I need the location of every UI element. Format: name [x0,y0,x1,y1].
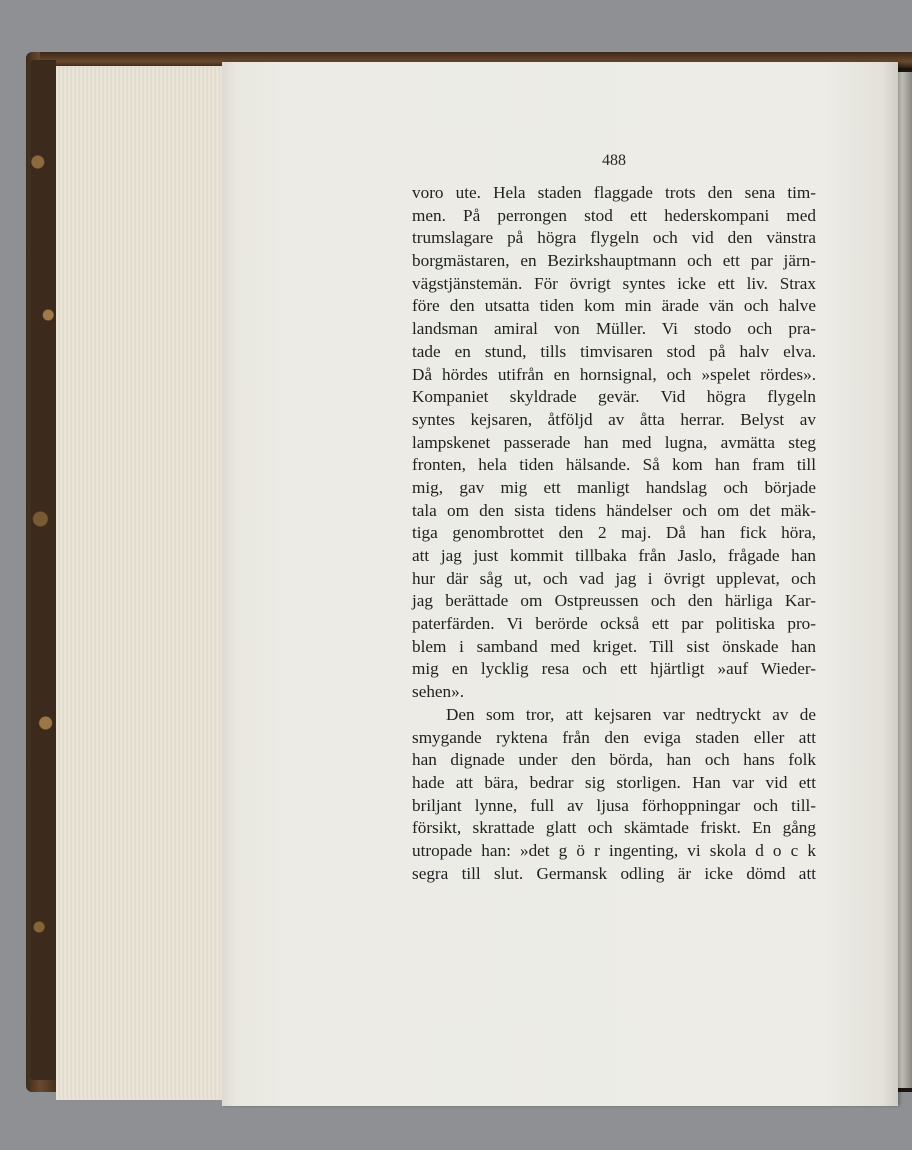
text-line: före den utsatta tiden kom min ärade vän och halve [412,296,816,316]
marbled-cover-spine [30,60,56,1080]
text-line: Den som tror, att kejsaren var nedtryckt av de [446,704,816,724]
text-line: Kompaniet skyldrade gevär. Vid högra flygeln [412,387,816,407]
page-edges [56,66,233,1100]
text-line: segra till slut. Germansk odling är icke dömd att [412,863,816,883]
book-page [222,62,898,1106]
text-line: tala om den sista tidens händelser och om det mäk- [412,500,816,520]
text-line: att jag just kommit tillbaka från Jaslo, frågade han [412,546,816,565]
page-number: 488 [602,152,626,169]
text-line: tiga genombrottet den 2 maj. Då han fick höra, [412,523,816,543]
text-line: hur där såg ut, och vad jag i övrigt upplevat, och [412,568,816,588]
text-line: trumslagare på högra flygeln och vid den vänstra [412,228,816,248]
text-line: paterfärden. Vi berörde också ett par politiska pro- [412,614,816,634]
text-line: sehen». [412,682,465,702]
text-line: Då hördes utifrån en hornsignal, och »spelet rördes». [412,364,816,384]
text-line: vägstjänstemän. För övrigt syntes icke ett liv. Strax [412,273,816,293]
text-line: borgmästaren, en Bezirkshauptmann och ett par järn- [412,251,816,271]
text-line: briljant lynne, full av ljusa förhoppningar och till- [412,795,816,815]
text-line: syntes kejsaren, åtföljd av åtta herrar. Belyst av [412,409,816,429]
text-line: lampskenet passerade han med lugna, avmätta steg [412,432,816,452]
text-line: tade en stund, tills timvisaren stod på halv elva. [412,341,816,361]
body-text [412,182,816,885]
text-line: smygande ryktena från den eviga staden eller att [412,727,816,747]
text-line: voro ute. Hela staden flaggade trots den sena tim- [412,183,816,202]
text-line: blem i samband med kriget. Till sist önskade han [412,636,816,656]
text-line: han dignade under den börda, han och hans folk [412,750,816,770]
text-line: mig, gav mig ett manligt handslag och började [412,477,816,497]
text-line: mig en lycklig resa och ett hjärtligt »auf Wieder- [412,659,816,679]
text-line: försikt, skrattade glatt och skämtade friskt. En gång [412,818,816,838]
text-line: men. På perrongen stod ett hederskompani med [412,205,816,225]
text-line: jag berättade om Ostpreussen och den härliga Kar- [412,591,816,611]
text-line: utropade han: »det g ö r ingenting, vi skola d o c k [412,840,816,860]
text-line: fronten, hela tiden hälsande. Så kom han fram till [412,455,816,475]
text-line: landsman amiral von Müller. Vi stodo och pra- [412,319,816,339]
text-line: hade att bära, bedrar sig storligen. Han var vid ett [412,772,816,792]
